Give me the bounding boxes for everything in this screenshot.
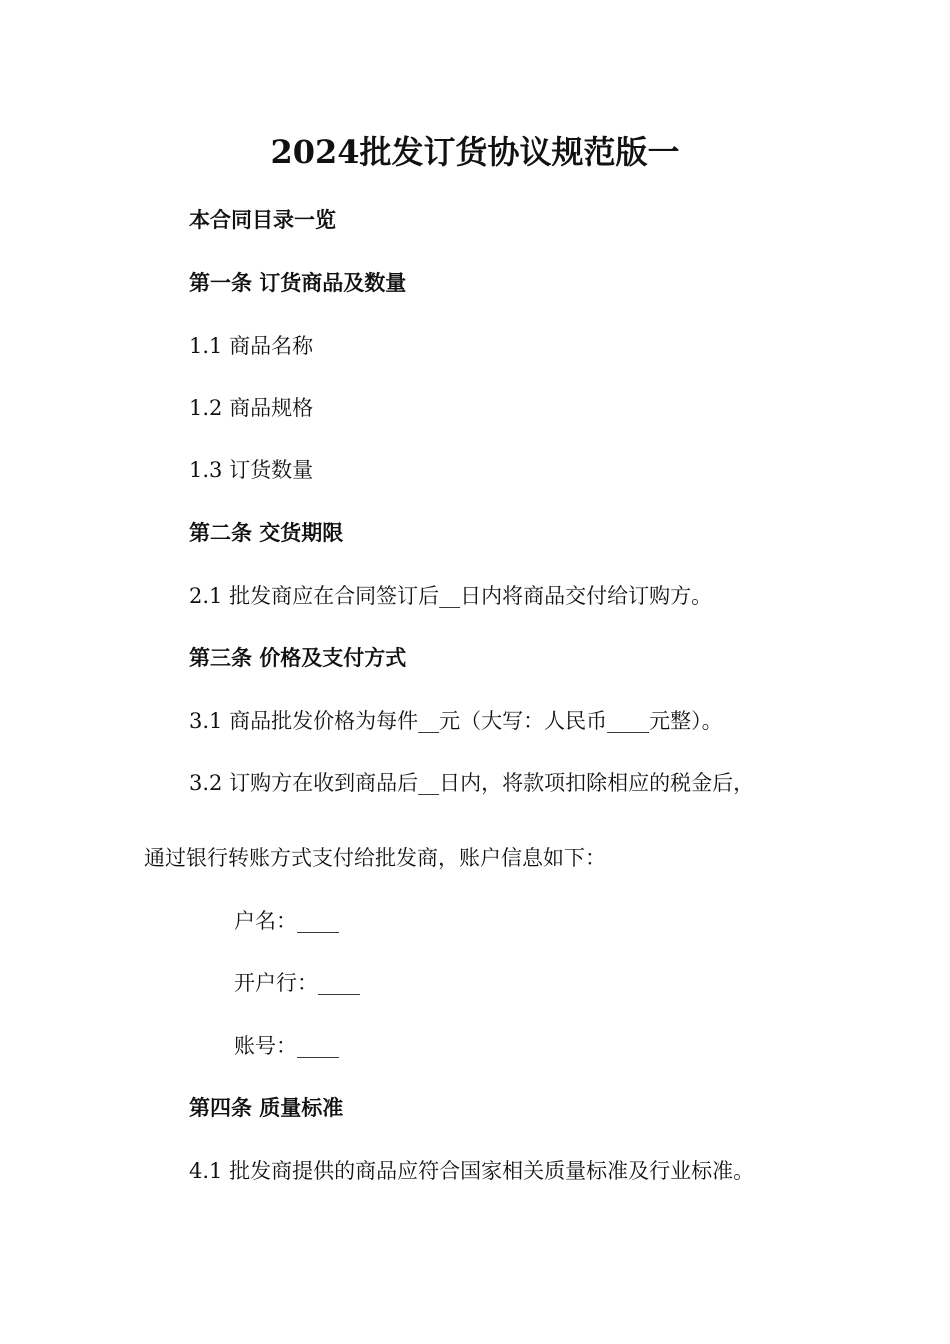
article-3-heading: 第三条 价格及支付方式: [189, 645, 407, 670]
article-2-heading: 第二条 交货期限: [189, 520, 344, 545]
document-title: 2024批发订货协议规范版一: [270, 133, 680, 171]
account-name-line: 户名：____: [234, 909, 339, 933]
article-1-item-3: 1.3 订货数量: [189, 458, 314, 482]
article-4-item-1: 4.1 批发商提供的商品应符合国家相关质量标准及行业标准。: [189, 1159, 755, 1183]
article-1-item-2: 1.2 商品规格: [189, 396, 314, 420]
article-4-heading: 第四条 质量标准: [189, 1095, 344, 1120]
bank-line: 开户行：____: [234, 971, 360, 995]
account-number-line: 账号：____: [234, 1034, 339, 1058]
article-1-item-1: 1.1 商品名称: [189, 334, 314, 358]
toc-heading: 本合同目录一览: [189, 207, 336, 232]
article-2-item-1: 2.1 批发商应在合同签订后__日内将商品交付给订购方。: [189, 584, 713, 608]
article-1-heading: 第一条 订货商品及数量: [189, 270, 407, 295]
article-3-item-1: 3.1 商品批发价格为每件__元（大写：人民币____元整）。: [189, 709, 723, 733]
article-3-item-2-continued: 通过银行转账方式支付给批发商，账户信息如下：: [144, 846, 606, 870]
article-3-item-2: 3.2 订购方在收到商品后__日内，将款项扣除相应的税金后，: [189, 771, 755, 795]
